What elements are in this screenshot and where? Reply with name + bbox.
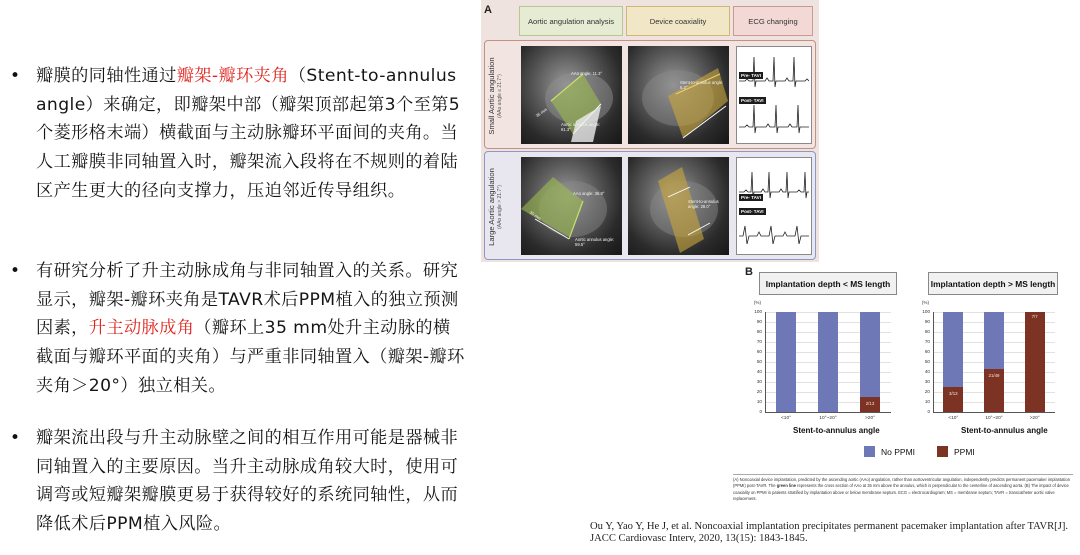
citation-line-1: Ou Y, Yao Y, He J, et al. Noncoaxial implantation precipitates permanent pacemaker implantation after TAVR[J]. <box>590 521 1069 532</box>
x-tick-label: >20° <box>864 416 876 421</box>
bullet-paragraph-2 <box>36 257 468 401</box>
citation-line-2: JACC Cardiovasc Interv, 2020, 13(15): 1843-1845. <box>590 532 808 544</box>
figure-b <box>733 264 1080 444</box>
y-tick-label: 60 <box>924 349 930 354</box>
x-tick-label: 10°~20° <box>985 416 1003 421</box>
chart-legend <box>864 446 975 457</box>
column-header-device-coaxiality: Device coaxiality <box>626 6 730 36</box>
stent-annulus-angle-label: Stent-to-annulus angle: 6.2° <box>680 80 724 90</box>
stent-annulus-angle-label: Stent-to-annulus angle: 28.0° <box>688 199 719 209</box>
figure-a-letter: A <box>484 4 492 16</box>
ecg-panel <box>736 157 812 255</box>
legend-swatch-ppmi <box>937 446 948 457</box>
y-tick-label: 70 <box>924 339 930 344</box>
y-tick-label: 100 <box>922 309 930 314</box>
column-header-ecg: ECG changing <box>733 6 813 36</box>
ecg-post-tag: Post- TAVI <box>741 98 764 103</box>
y-axis <box>933 312 934 412</box>
text-segment: 瓣架流出段与升主动脉壁之间的相互作用可能是器械非同轴置入的主要原因。当升主动脉成角较大时，使用可调弯或短瓣架瓣膜更易于获得较好的系统同轴性，从而降低术后PPM植入风险。 <box>36 428 459 535</box>
x-axis <box>765 412 891 413</box>
legend-no-ppmi: No PPMI <box>881 446 916 457</box>
annulus-angle-label: Aortic annulus angle: 61.3° <box>561 122 601 132</box>
row-label <box>487 148 505 266</box>
legend-ppmi: PPMI <box>954 446 975 457</box>
annulus-angle-label: Aortic annulus angle: 59.5° <box>575 237 615 247</box>
y-tick-label: 0 <box>759 409 762 414</box>
bullet-paragraph-3 <box>36 424 468 539</box>
legend-swatch-no-ppmi <box>864 446 875 457</box>
y-tick-label: 0 <box>927 409 930 414</box>
highlight-term: 瓣架-瓣环夹角 <box>176 66 289 86</box>
ct-image-aortic-angulation <box>521 157 622 255</box>
ct-overlay <box>628 46 729 144</box>
bar-no-ppmi <box>818 312 838 412</box>
bar-data-label: 2/13 <box>865 401 875 406</box>
y-tick-label: 70 <box>756 339 762 344</box>
chart-1-title: Implantation depth < MS length <box>759 272 897 295</box>
y-axis <box>765 312 766 412</box>
column-header-aortic-angulation: Aortic angulation analysis <box>519 6 623 36</box>
text-segment: 有研究分析了升主动脉成角与非同轴置入的关系。研究显示，瓣架-瓣环夹角是TAVR术后PPM植入的独立预测因素， <box>36 261 459 339</box>
row-sublabel: (AAo angle > 21.7°) <box>497 185 503 229</box>
y-tick-label: 30 <box>924 379 930 384</box>
text-segment: （Stent-to-annulus angle）来确定，即瓣架中部（瓣架顶部起第3个至第5个菱形格末端）横截面与主动脉瓣环平面间的夹角。当人工瓣膜非同轴置入时，瓣架流入段将在不规则的着陆区产生更大的径向支撑力，压迫邻近传导组织。 <box>36 66 461 201</box>
bullet-dot: • <box>10 428 21 448</box>
bar-ppmi <box>1025 312 1045 412</box>
x-tick-label: <10° <box>780 416 792 421</box>
y-tick-label: 20 <box>924 389 930 394</box>
x-tick-label: <10° <box>948 416 959 421</box>
ct-image-device-coaxiality <box>628 157 729 255</box>
y-tick-label: 90 <box>924 319 930 324</box>
y-tick-label: 50 <box>756 359 762 364</box>
y-tick-label: 80 <box>924 329 930 334</box>
figure-b-letter: B <box>745 266 753 278</box>
aao-angle-label: AAo angle: 36.8° <box>573 191 605 196</box>
ecg-post-tag: Post- TAVI <box>741 209 764 214</box>
bar-no-ppmi <box>984 312 1004 369</box>
figure-a <box>481 0 819 262</box>
y-tick-label: 20 <box>756 389 762 394</box>
figure-caption <box>733 474 1073 502</box>
text-segment: （瓣环上35 mm处升主动脉的横截面与瓣环平面的夹角）与严重非同轴置入（瓣架-瓣环夹角＞20°）独立相关。 <box>36 318 465 396</box>
y-tick-label: 30 <box>756 379 762 384</box>
ecg-panel <box>736 46 812 144</box>
distance-label: 35 mm <box>528 209 543 222</box>
bar-data-label: 7/7 <box>1031 314 1038 319</box>
bullet-dot: • <box>10 66 21 86</box>
ecg-pre-tag: Pre- TAVI <box>741 195 761 200</box>
y-unit-label: (%) <box>921 300 929 305</box>
ecg-pre-tag: Pre- TAVI <box>741 73 761 78</box>
y-tick-label: 40 <box>924 369 930 374</box>
y-tick-label: 100 <box>754 309 762 314</box>
bullet-dot: • <box>10 261 21 281</box>
row-sublabel: (AAo angle ≤ 21.7°) <box>497 74 503 118</box>
row-label <box>487 37 505 155</box>
chart-2-title: Implantation depth > MS length <box>928 272 1058 295</box>
bar-no-ppmi <box>943 312 963 387</box>
row-small-aortic-angulation <box>484 40 816 149</box>
row-large-aortic-angulation <box>484 151 816 260</box>
bar-data-label: 3/13 <box>949 391 958 396</box>
caption-part-b: represents the cross section of AAo at 35 mm above the annulus, which is perpendicular to the centerline of ascending aorta. <box>797 483 1024 489</box>
y-tick-label: 60 <box>756 349 762 354</box>
x-tick-label: 10°~20° <box>819 416 837 421</box>
x-axis <box>933 412 1055 413</box>
caption-green-line: green line <box>776 483 797 489</box>
y-tick-label: 40 <box>756 369 762 374</box>
citation <box>590 521 1070 544</box>
highlight-term: 升主动脉成角 <box>88 318 195 339</box>
y-tick-label: 90 <box>756 319 762 324</box>
x-axis-title: Stent-to-annulus angle <box>961 426 1048 435</box>
y-tick-label: 50 <box>924 359 930 364</box>
caption-part-c: (B) The impact of device coaxiality on PPMI in patients stratified by implantation above or below membrane septum. ECG = electrocardiogram; MS = membrane septum; TAVR = transcatheter aortic valve replacement. <box>733 483 1069 501</box>
distance-label: 35 mm <box>534 106 549 119</box>
caption-part-a: (A) Noncoaxial device implantation, predicted by the ascending aortic (AAo) angulation, rather than aortoventricular angulation, independently predicts permanent pacemaker implantation (PPMI) post-TAVR. The <box>733 477 1071 489</box>
row-label-text: Small Aortic angulation <box>487 57 496 135</box>
y-tick-label: 80 <box>756 329 762 334</box>
bullet-paragraph-1 <box>36 62 468 206</box>
ct-image-aortic-angulation <box>521 46 622 144</box>
text-segment: 瓣膜的同轴性通过 <box>36 66 177 86</box>
bar-data-label: 21/49 <box>988 373 1000 378</box>
x-axis-title: Stent-to-annulus angle <box>793 426 880 435</box>
aao-angle-label: AAo angle: 11.3° <box>571 71 603 76</box>
y-unit-label: (%) <box>753 300 761 305</box>
ct-image-device-coaxiality <box>628 46 729 144</box>
y-tick-label: 10 <box>756 399 762 404</box>
bar-no-ppmi <box>776 312 796 412</box>
y-tick-label: 10 <box>924 399 930 404</box>
row-label-text: Large Aortic angulation <box>487 168 496 246</box>
bar-no-ppmi <box>860 312 880 397</box>
x-tick-label: >20° <box>1029 416 1040 421</box>
